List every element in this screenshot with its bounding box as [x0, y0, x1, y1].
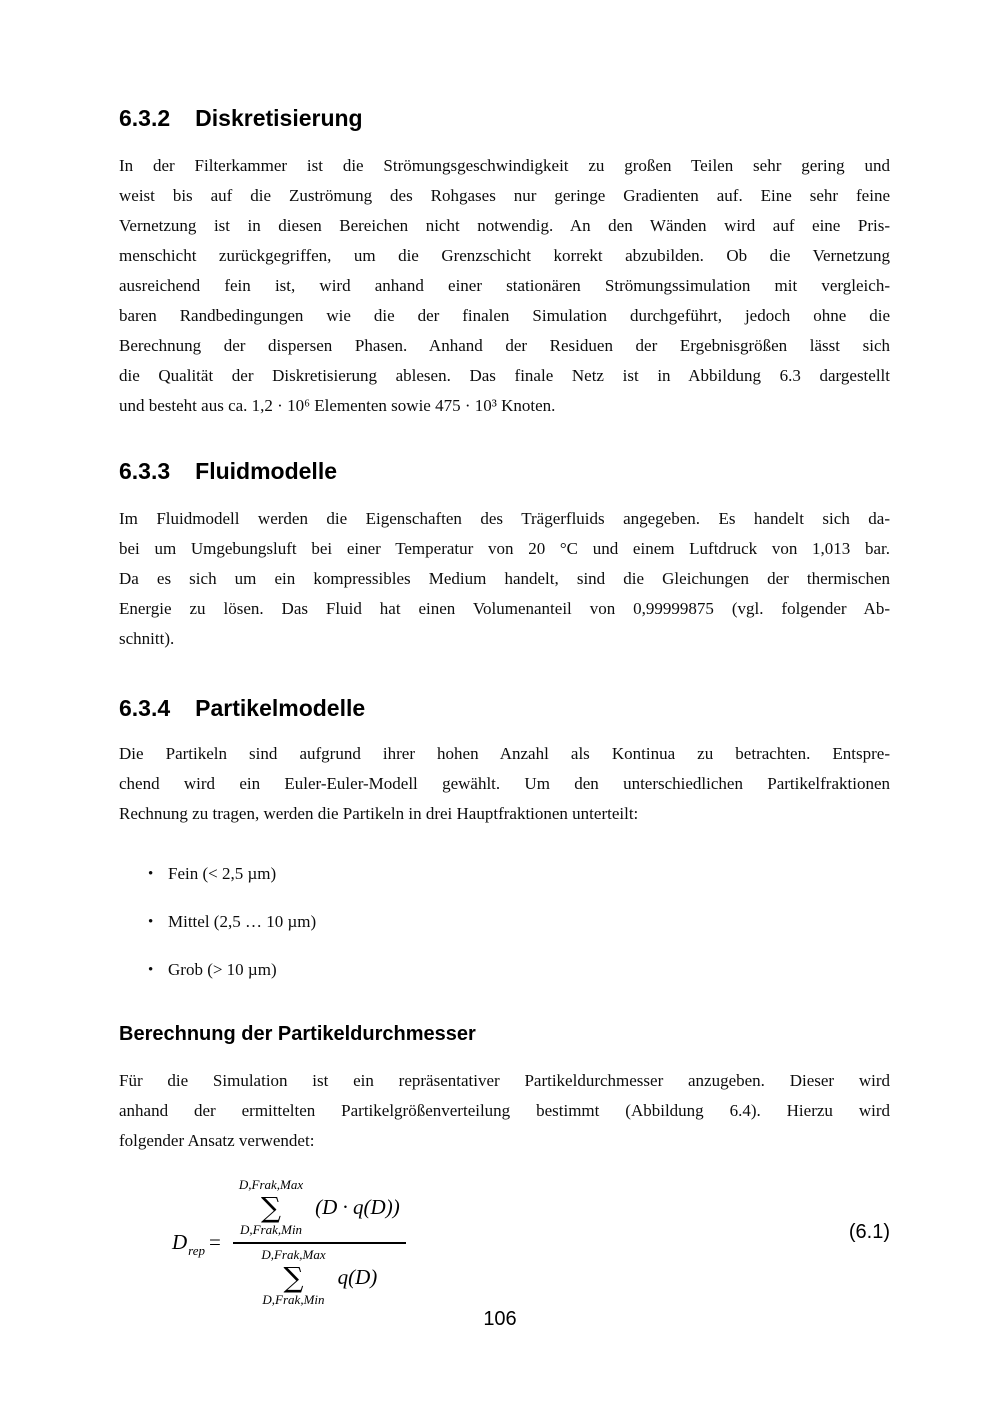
list-item-text: Mittel (2,5 … 10 µm) — [168, 912, 317, 931]
denominator-expression: q(D) — [337, 1265, 378, 1290]
text-line: und besteht aus ca. 1,2 · 10⁶ Elementen sowie 475 · 10³ Knoten. — [119, 396, 556, 415]
paragraph-fluidmodelle — [119, 504, 890, 654]
text-line: Energie zu lösen. Das Fluid hat einen Volumenanteil von 0,99999875 (vgl. folgender Ab- — [119, 599, 890, 618]
sum-lower-limit: D,Frak,Min — [239, 1221, 303, 1237]
fraction — [233, 1178, 406, 1308]
text-line: ausreichend fein ist, wird anhand einer stationären Strömungssimulation mit vergleich- — [119, 276, 890, 295]
fraction-list — [119, 859, 890, 1003]
section-heading-6-3-3 — [119, 459, 337, 483]
fraction-bar — [233, 1242, 406, 1244]
text-line: bei um Umgebungsluft bei einer Temperatur von 20 °C und einem Luftdruck von 1,013 bar. — [119, 539, 890, 558]
paragraph-diskretisierung — [119, 151, 890, 421]
sum-upper-limit: D,Frak,Max — [238, 1177, 304, 1192]
text-line: Rechnung zu tragen, werden die Partikeln in drei Hauptfraktionen unterteilt: — [119, 804, 639, 823]
section-title: Diskretisierung — [195, 105, 363, 131]
section-number: 6.3.3 — [119, 458, 171, 484]
text-line: schnitt). — [119, 629, 175, 648]
fraction-numerator — [233, 1178, 406, 1238]
math-symbol-D: D — [172, 1229, 188, 1254]
section-title: Partikelmodelle — [195, 695, 366, 721]
text-line: weist bis auf die Zuströmung des Rohgases nur geringe Gradienten auf. Eine sehr feine — [119, 186, 890, 205]
text-line: Die Partikeln sind aufgrund ihrer hohen Anzahl als Kontinua zu betrachten. Entspre- — [119, 744, 890, 763]
sum-lower-limit: D,Frak,Min — [262, 1291, 325, 1307]
text-line: die Qualität der Diskretisierung ablesen. Das finale Netz ist in Abbildung 6.3 dargestellt — [119, 366, 890, 385]
section-title: Fluidmodelle — [195, 458, 337, 484]
text-line: Im Fluidmodell werden die Eigenschaften des Trägerfluids angegeben. Es handelt sich da- — [119, 509, 890, 528]
text-line: Vernetzung ist in diesen Bereichen nicht notwendig. An den Wänden wird auf eine Pris- — [119, 216, 890, 235]
section-heading-6-3-2 — [119, 106, 363, 130]
numerator-expression: (D · q(D)) — [315, 1195, 400, 1220]
section-heading-6-3-4 — [119, 696, 365, 720]
bullet-icon: • — [148, 914, 154, 930]
text-line: Berechnung der dispersen Phasen. Anhand der Residuen der Ergebnisgrößen lässt sich — [119, 336, 890, 355]
text-line: Für die Simulation ist ein repräsentativer Partikeldurchmesser anzugeben. Dieser wird — [119, 1071, 890, 1090]
equals-sign: = — [209, 1229, 221, 1254]
subsection-heading-partikeldurchmesser: Berechnung der Partikeldurchmesser — [119, 1023, 476, 1045]
list-item — [119, 955, 890, 985]
text-line: baren Randbedingungen wie die der finalen Simulation durchgeführt, jedoch ohne die — [119, 306, 890, 325]
paragraph-partikelmodelle — [119, 739, 890, 829]
equation-6-1 — [172, 1178, 406, 1308]
sum-upper-limit: D,Frak,Max — [261, 1246, 326, 1262]
paragraph-partikeldurchmesser — [119, 1066, 890, 1156]
equation-number: (6.1) — [848, 1221, 890, 1243]
fraction-denominator — [255, 1248, 383, 1308]
section-number: 6.3.2 — [119, 105, 171, 131]
text-line: Da es sich um ein kompressibles Medium handelt, sind die Gleichungen der thermischen — [119, 569, 890, 588]
sigma-icon: ∑ — [261, 1190, 281, 1224]
sum-operator — [261, 1248, 325, 1308]
sum-operator — [239, 1178, 303, 1238]
page-number: 106 — [483, 1308, 517, 1330]
bullet-icon: • — [148, 866, 154, 882]
sigma-icon: ∑ — [283, 1260, 304, 1294]
equation-lhs — [172, 1229, 224, 1258]
text-line: chend wird ein Euler-Euler-Modell gewählt. Um den unterschiedlichen Partikelfraktionen — [119, 774, 890, 793]
text-line: anhand der ermittelten Partikelgrößenverteilung bestimmt (Abbildung 6.4). Hierzu wird — [119, 1101, 890, 1120]
list-item-text: Fein (< 2,5 µm) — [168, 864, 277, 883]
list-item — [119, 859, 890, 889]
bullet-icon: • — [148, 962, 154, 978]
list-item — [119, 907, 890, 937]
text-line: folgender Ansatz verwendet: — [119, 1131, 315, 1150]
section-number: 6.3.4 — [119, 695, 171, 721]
text-line: menschicht zurückgegriffen, um die Grenzschicht korrekt abzubilden. Ob die Vernetzung — [119, 246, 890, 265]
text-line: In der Filterkammer ist die Strömungsgeschwindigkeit zu großen Teilen sehr gering und — [119, 156, 890, 175]
list-item-text: Grob (> 10 µm) — [168, 960, 277, 979]
math-subscript-rep: rep — [188, 1242, 206, 1258]
